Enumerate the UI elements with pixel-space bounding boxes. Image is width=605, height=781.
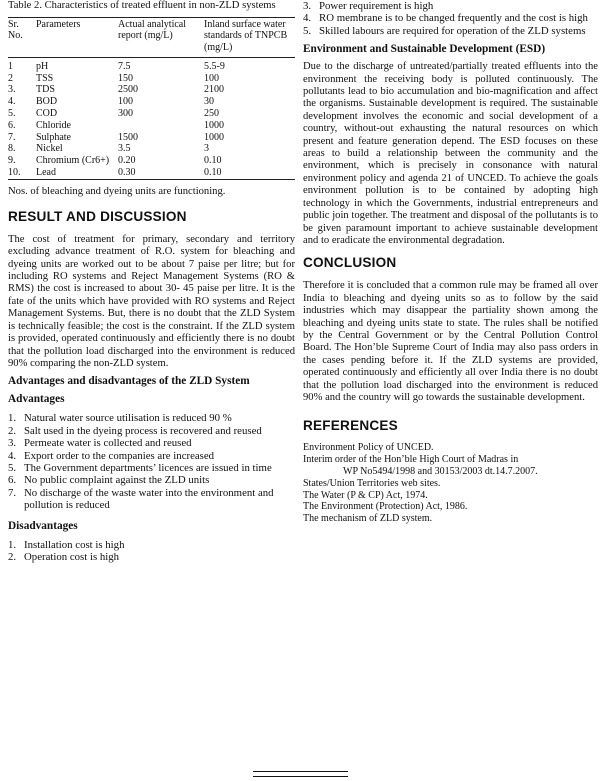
end-rule bbox=[253, 771, 348, 777]
table-caption: Table 2. Characteristics of treated effluent in non-ZLD systems bbox=[8, 0, 276, 11]
cell-actual bbox=[118, 120, 204, 132]
list-item bbox=[303, 25, 598, 37]
cell-parameter: Sulphate bbox=[36, 131, 71, 143]
cell-standard: 2100 bbox=[204, 84, 224, 96]
advantages-list bbox=[8, 412, 295, 511]
cell-actual: 100 bbox=[118, 96, 133, 108]
cell-standard: 1000 bbox=[204, 131, 224, 143]
list-item-number: 5. bbox=[303, 24, 312, 37]
disadvantages-list-continued bbox=[303, 0, 598, 37]
cell-sr-no: 2 bbox=[8, 72, 13, 84]
cell-parameter: BOD bbox=[36, 96, 58, 108]
disadvantages-list bbox=[8, 539, 295, 564]
table-note: Nos. of bleaching and dyeing units are functioning. bbox=[8, 185, 226, 197]
cell-actual: 0.20 bbox=[118, 155, 136, 167]
cell-sr-no: 7. bbox=[8, 131, 16, 143]
list-item-number: 4. bbox=[8, 449, 17, 462]
cell-sr-no: 9. bbox=[8, 155, 16, 167]
list-item-number: 3. bbox=[8, 437, 17, 450]
reference-item: States/Union Territories web sites. bbox=[303, 477, 441, 489]
cell-parameter: pH bbox=[36, 60, 49, 72]
header-actual-report: Actual analytical report (mg/L) bbox=[118, 18, 187, 42]
cell-standard: 0.10 bbox=[204, 155, 222, 167]
list-item-text: Export order to the companies are increased bbox=[24, 449, 215, 462]
esd-paragraph: Due to the discharge of untreated/partially treated effluents into the environment the receiving body is polluted continuously. The pollutants lead to bio accumulation and bio-magnification and affect the organisms. Sustainable development is required. The sustainable development involves the economic and social development of a country, without-out exhausting the natural resources on which present and feature generation depend. The ESD focuses on these areas to build a relationship between the community and the environment, which is precisely in consonance with natural environment policy and agenda 21 of UNCED. To achieve the goals environment pollution is to be contained by adopting high technology in which the Governments, industrial entrepreneurs and public join together. The treatment and disposal of the pollutants is to be given paramount important to achieve sustainable development and to eradicate the environmental degradation. bbox=[303, 61, 598, 246]
reference-item: WP No5494/1998 and 30153/2003 dt.14.7.2007. bbox=[343, 465, 538, 477]
cell-parameter: TDS bbox=[36, 84, 55, 96]
table-row bbox=[8, 108, 295, 120]
list-item-number: 5. bbox=[8, 461, 17, 474]
cell-parameter: Lead bbox=[36, 167, 56, 179]
cell-actual: 1500 bbox=[118, 131, 138, 143]
table-row bbox=[8, 96, 295, 108]
cell-parameter: Chloride bbox=[36, 119, 71, 131]
cell-actual: 2500 bbox=[118, 84, 138, 96]
advantages-heading: Advantages bbox=[8, 393, 65, 406]
table-row bbox=[8, 132, 295, 144]
cell-parameter: Nickel bbox=[36, 143, 63, 155]
list-item-text: Installation cost is high bbox=[24, 538, 125, 551]
reference-item: The Environment (Protection) Act, 1986. bbox=[303, 501, 468, 513]
cell-sr-no: 3. bbox=[8, 84, 16, 96]
header-inland-standards: Inland surface water standards of TNPCB (mg/L) bbox=[204, 18, 288, 54]
cell-standard: 100 bbox=[204, 72, 219, 84]
list-item bbox=[303, 12, 598, 24]
cell-actual: 300 bbox=[118, 108, 133, 120]
cell-sr-no: 8. bbox=[8, 143, 16, 155]
list-item bbox=[8, 539, 295, 551]
cell-standard: 1000 bbox=[204, 119, 224, 131]
table-row bbox=[8, 155, 295, 167]
left-column bbox=[8, 0, 295, 563]
list-item-number: 2. bbox=[8, 550, 17, 563]
list-item-text: Skilled labours are required for operation of the ZLD systems bbox=[319, 24, 586, 37]
reference-item: The mechanism of ZLD system. bbox=[303, 513, 433, 525]
effluent-table bbox=[8, 17, 295, 180]
list-item-text: Power requirement is high bbox=[319, 0, 434, 12]
cell-actual: 150 bbox=[118, 72, 133, 84]
list-item bbox=[8, 425, 295, 437]
reference-item: Interim order of the Hon’ble High Court of Madras in bbox=[303, 454, 519, 466]
table-body bbox=[8, 57, 295, 179]
cell-actual: 3.5 bbox=[118, 143, 131, 155]
list-item-number: 2. bbox=[8, 424, 17, 437]
list-item-text: No public complaint against the ZLD units bbox=[24, 474, 210, 487]
conclusion-heading: CONCLUSION bbox=[303, 255, 397, 271]
cell-parameter: COD bbox=[36, 108, 58, 120]
header-parameters: Parameters bbox=[36, 18, 81, 30]
cell-sr-no: 5. bbox=[8, 108, 16, 120]
references-heading: REFERENCES bbox=[303, 418, 398, 434]
list-item-text: Operation cost is high bbox=[24, 550, 120, 563]
table-row bbox=[8, 57, 295, 72]
cell-standard: 3 bbox=[204, 143, 209, 155]
table-row bbox=[8, 120, 295, 132]
list-item-number: 4. bbox=[303, 12, 312, 25]
cell-standard: 30 bbox=[204, 96, 214, 108]
list-item-number: 7. bbox=[8, 486, 17, 499]
list-item bbox=[8, 437, 295, 449]
list-item-text: The Government departments’ licences are issued in time bbox=[24, 461, 272, 474]
cell-sr-no: 6. bbox=[8, 119, 16, 131]
list-item bbox=[8, 450, 295, 462]
list-item-number: 3. bbox=[303, 0, 312, 12]
cell-sr-no: 4. bbox=[8, 96, 16, 108]
list-item bbox=[8, 551, 295, 563]
table-header-row bbox=[8, 17, 295, 57]
list-item-number: 6. bbox=[8, 474, 17, 487]
references-list bbox=[303, 442, 598, 525]
reference-item: Environment Policy of UNCED. bbox=[303, 442, 434, 454]
table-row bbox=[8, 84, 295, 96]
list-item-text: RO membrane is to be changed frequently and the cost is high bbox=[319, 12, 588, 25]
list-item bbox=[8, 474, 295, 486]
cell-sr-no: 1 bbox=[8, 60, 13, 72]
conclusion-paragraph: Therefore it is concluded that a common rule may be framed all over India to bleaching and dyeing units so as to follow by the said industries which may disappear the partiality shown among the bleaching and dyeing units state to state. The rules shall be notified by the Central Government or by the Central Pollution Control Board. The Hon’ble Supreme Court of India may also pass orders in the cases pending before it. If the ZLD systems are provided, operated continuously and efficiently all over India there is no doubt that the pollution load discharged into the environment is reduced 90% and the country will go towards the sustainable development. bbox=[303, 280, 598, 403]
table-row bbox=[8, 143, 295, 155]
list-item bbox=[303, 0, 598, 12]
right-column bbox=[303, 0, 598, 525]
list-item bbox=[8, 487, 295, 512]
disadvantages-heading: Disadvantages bbox=[8, 519, 78, 532]
cell-standard: 0.10 bbox=[204, 167, 222, 179]
cell-sr-no: 10. bbox=[8, 167, 21, 179]
result-paragraph: The cost of treatment for primary, secondary and territory excluding advance treatment of R.O. system for bleaching and dyeing units are worked out to be about 7 paise per litre; but for including RO systems and Reject Management Systems (RO & RMS) the cost is increased to about 30- 45 paise per litre. It is the fate of the units which have provided with RO systems and Reject Management Systems. But, there is no doubt that the ZLD System is technically feasible; the cost is the constraint. If the ZLD system is provided, operated continuously and efficiently there is no doubt that the pollution load discharged into the environment is reduced 90% comparing the non-ZLD system. bbox=[8, 233, 295, 369]
esd-heading: Environment and Sustainable Development (ESD) bbox=[303, 43, 546, 56]
cell-parameter: TSS bbox=[36, 72, 54, 84]
cell-actual: 0.30 bbox=[118, 167, 136, 179]
list-item-text: Natural water source utilisation is reduced 90 % bbox=[24, 412, 232, 425]
reference-item: The Water (P & CP) Act, 1974. bbox=[303, 489, 428, 501]
list-item-number: 1. bbox=[8, 412, 17, 425]
cell-standard: 250 bbox=[204, 108, 219, 120]
list-item-number: 1. bbox=[8, 538, 17, 551]
list-item bbox=[8, 462, 295, 474]
cell-actual: 7.5 bbox=[118, 60, 131, 72]
list-item bbox=[8, 412, 295, 424]
table-row bbox=[8, 73, 295, 85]
cell-parameter: Chromium (Cr6+) bbox=[36, 155, 110, 167]
adv-disadv-heading: Advantages and disadvantages of the ZLD System bbox=[8, 375, 250, 388]
cell-standard: 5.5-9 bbox=[204, 60, 225, 72]
table-row bbox=[8, 167, 295, 179]
header-sr-no: Sr. No. bbox=[8, 18, 23, 42]
list-item-text: Salt used in the dyeing process is recovered and reused bbox=[24, 424, 262, 437]
result-heading: RESULT AND DISCUSSION bbox=[8, 208, 187, 224]
list-item-text: No discharge of the waste water into the environment and pollution is reduced bbox=[24, 486, 274, 512]
list-item-text: Permeate water is collected and reused bbox=[24, 437, 192, 450]
